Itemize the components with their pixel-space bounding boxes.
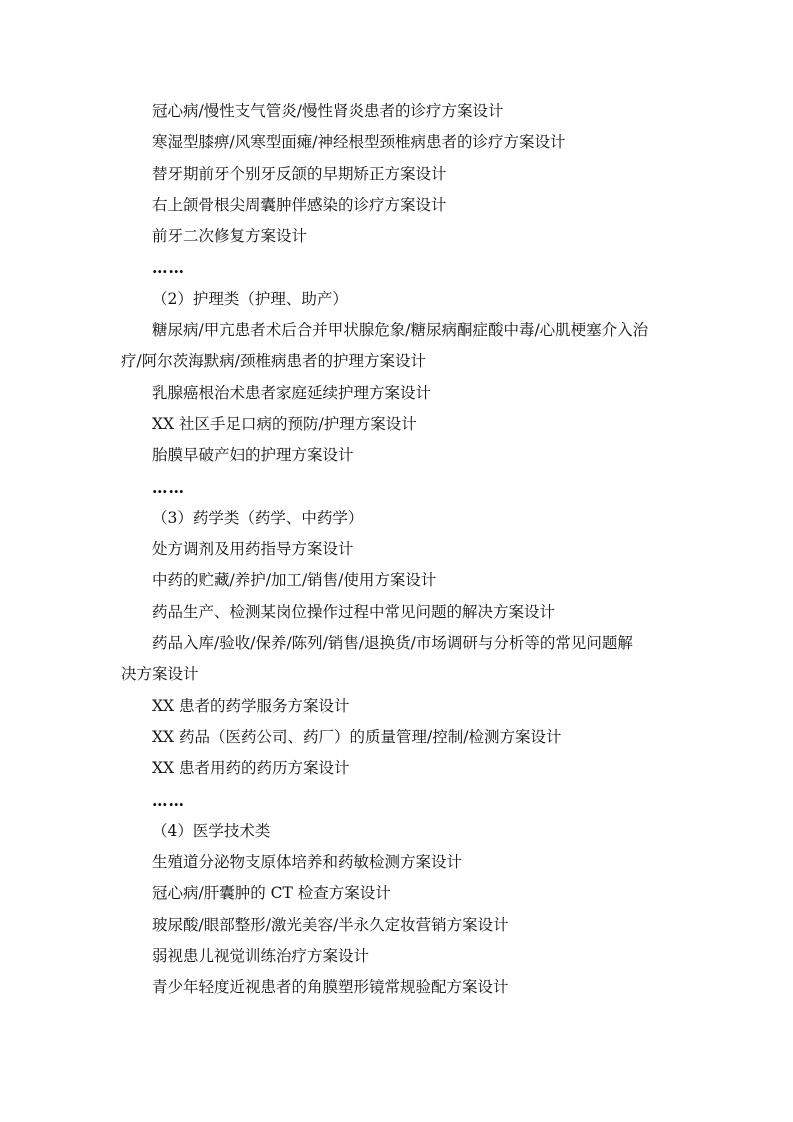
text-line: 右上颌骨根尖周囊肿伴感染的诊疗方案设计 xyxy=(152,195,447,214)
text-line: 寒湿型膝痹/风寒型面瘫/神经根型颈椎病患者的诊疗方案设计 xyxy=(152,133,566,152)
text-line: 疗/阿尔茨海默病/颈椎病患者的护理方案设计 xyxy=(121,352,426,371)
text-line: 药品入库/验收/保养/陈列/销售/退换货/市场调研与分析等的常见问题解 xyxy=(152,634,633,653)
text-line: 处方调剂及用药指导方案设计 xyxy=(152,540,354,559)
text-line: XX 药品（医药公司、药厂）的质量管理/控制/检测方案设计 xyxy=(152,727,562,746)
text-line: 弱视患儿视觉训练治疗方案设计 xyxy=(152,947,370,966)
text-line: XX 社区手足口病的预防/护理方案设计 xyxy=(152,414,417,433)
text-line: （2）护理类（护理、助产） xyxy=(152,289,348,308)
text-line: 糖尿病/甲亢患者术后合并甲状腺危象/糖尿病酮症酸中毒/心肌梗塞介入治 xyxy=(152,321,649,340)
text-line: 冠心病/慢性支气管炎/慢性肾炎患者的诊疗方案设计 xyxy=(152,102,504,120)
ellipsis-line: …… xyxy=(152,790,185,810)
text-line: 中药的贮藏/养护/加工/销售/使用方案设计 xyxy=(152,571,437,590)
text-line: 替牙期前牙个别牙反颌的早期矫正方案设计 xyxy=(152,164,447,183)
text-line: （4）医学技术类 xyxy=(152,821,271,840)
text-line: 冠心病/肝囊肿的 CT 检查方案设计 xyxy=(152,884,391,903)
text-line: 生殖道分泌物支原体培养和药敏检测方案设计 xyxy=(152,853,463,872)
text-line: 胎膜早破产妇的护理方案设计 xyxy=(152,446,354,465)
text-line: （3）药学类（药学、中药学） xyxy=(152,508,364,527)
text-line: XX 患者用药的药历方案设计 xyxy=(152,759,350,778)
text-line: 前牙二次修复方案设计 xyxy=(152,227,308,246)
document-body xyxy=(121,96,676,1004)
ellipsis-line: …… xyxy=(152,258,185,278)
text-line: 乳腺癌根治术患者家庭延续护理方案设计 xyxy=(152,383,432,402)
text-line: 药品生产、检测某岗位操作过程中常见问题的解决方案设计 xyxy=(152,602,556,621)
text-line: 青少年轻度近视患者的角膜塑形镜常规验配方案设计 xyxy=(152,978,509,997)
text-line: 玻尿酸/眼部整形/激光美容/半永久定妆营销方案设计 xyxy=(152,915,509,934)
text-line: 决方案设计 xyxy=(121,665,199,684)
ellipsis-line: …… xyxy=(152,477,185,497)
text-line: XX 患者的药学服务方案设计 xyxy=(152,696,350,715)
